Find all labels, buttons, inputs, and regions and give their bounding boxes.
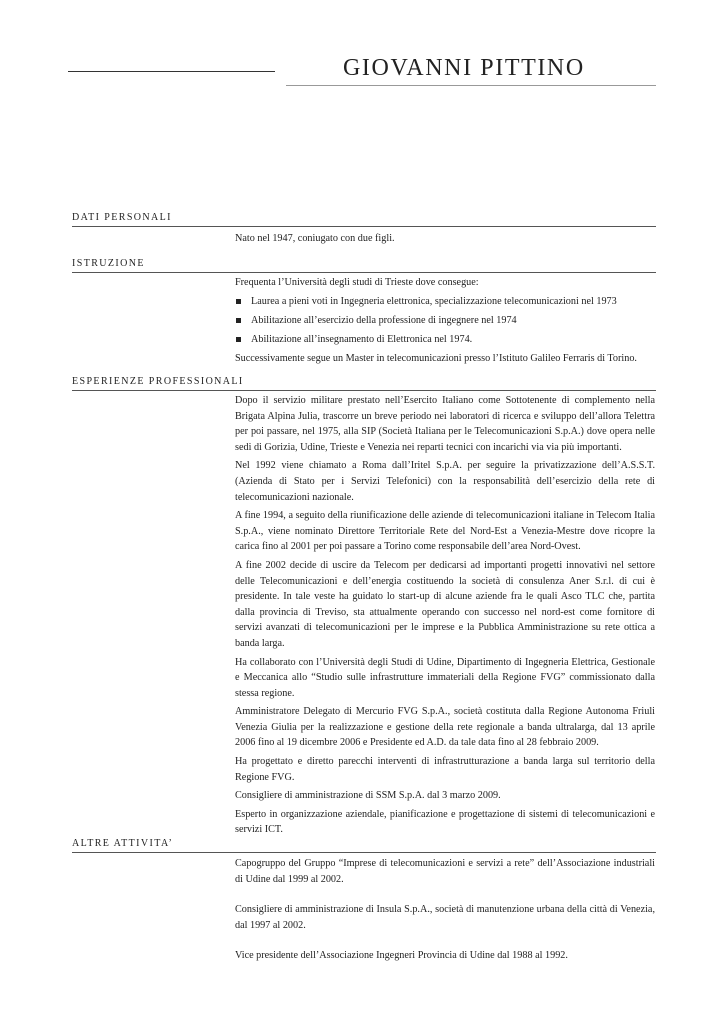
- section-esperienze: [235, 393, 655, 838]
- experience-paragraph: Ha progettato e diretto parecchi interventi di infrastrutturazione a banda larga sul territorio della Regione FVG.: [235, 756, 655, 783]
- experience-paragraph: A fine 2002 decide di uscire da Telecom per dedicarsi ad importanti progetti innovativi nel settore delle Telecomunicazioni e dell’energia costituendo la società di consulenza Aner S.r.l. di cui è presidente. In tale veste ha guidato lo start-up di alcune aziende fra le quali Asco TLC che, partita dalla provincia di Treviso, sta attualmente operando con successo nel nord-est come fornitore di servizi avanzati di telecomunicazioni per le imprese e la Pubblica Amministrazione su rete ottica a banda larga.: [235, 559, 655, 649]
- activity-paragraph: Capogruppo del Gruppo “Imprese di telecomunicazioni e servizi a rete” dell’Associazione industriali di Udine dal 1999 al 2002.: [235, 858, 655, 885]
- list-item: Abilitazione all’insegnamento di Elettronica nel 1974.: [235, 332, 655, 348]
- experience-paragraph: Consigliere di amministrazione di SSM S.p.A. dal 3 marzo 2009.: [235, 790, 501, 802]
- education-outro: Successivamente segue un Master in telecomunicazioni presso l’Istituto Galileo Ferraris di Torino.: [235, 353, 637, 365]
- section-altre-attivita: [235, 856, 655, 964]
- experience-paragraph: Ha collaborato con l’Università degli Studi di Udine, Dipartimento di Ingegneria Elettrica, Gestionale e Meccanica allo “Studio sulle infrastrutture immateriali della Regione FVG” commissionato dalla stessa regione.: [235, 656, 655, 699]
- experience-paragraph: A fine 1994, a seguito della riunificazione delle aziende di telecomunicazioni italiane in Telecom Italia S.p.A., viene nominato Direttore Territoriale Rete del Nord-Est a Venezia-Mestre dove ricopre la carica fino al 2001 per poi passare a Torino come responsabile dell’area Nord-Ovest.: [235, 510, 655, 553]
- bullet-square-icon: [236, 337, 241, 342]
- experience-paragraph: Amministratore Delegato di Mercurio FVG S.p.A., società costituta dalla Regione Autonoma Friuli Venezia Giulia per la realizzazione e gestione della rete regionale a banda ultralarga, dal 13 aprile 2006 fino al 19 dicembre 2006 e Presidente ed A.D. da tale data fino al 28 febbraio 2009.: [235, 706, 655, 749]
- section-istruzione: [235, 275, 655, 367]
- candidate-name: GIOVANNI PITTINO: [343, 55, 585, 81]
- section-heading-esperienze: ESPERIENZE PROFESSIONALI: [72, 376, 656, 391]
- education-intro: Frequenta l’Università degli studi di Trieste dove consegue:: [235, 277, 479, 288]
- list-item: Abilitazione all’esercizio della professione di ingegnere nel 1974: [235, 313, 655, 329]
- section-heading-istruzione: ISTRUZIONE: [72, 258, 656, 273]
- bullet-square-icon: [236, 299, 241, 304]
- activity-paragraph: Consigliere di amministrazione di Insula S.p.A., società di manutenzione urbana della città di Venezia, dal 1997 al 2002.: [235, 904, 655, 931]
- section-dati-personali: [235, 231, 655, 247]
- experience-paragraph: Dopo il servizio militare prestato nell’Esercito Italiano come Sottotenente di complemento nella Brigata Alpina Julia, trascorre un breve periodo nei laboratori di ricerca e sviluppo dell’allora Telettra per poi passare, nel 1975, alla SIP (Società Italiana per le Telecomunicazioni S.p.A.) dove opera nelle sedi di Gorizia, Udine, Trieste e Venezia nei reparti tecnici con incarichi via via più importanti.: [235, 395, 655, 453]
- personal-info-text: Nato nel 1947, coniugato con due figli.: [235, 233, 395, 244]
- list-item: Laurea a pieni voti in Ingegneria elettronica, specializzazione telecomunicazioni nel 1973: [235, 294, 655, 310]
- activity-paragraph: Vice presidente dell’Associazione Ingegneri Provincia di Udine dal 1988 al 1992.: [235, 950, 568, 962]
- experience-paragraph: Esperto in organizzazione aziendale, pianificazione e progettazione di sistemi di telecomunicazioni e servizi ICT.: [235, 808, 655, 836]
- section-heading-dati-personali: DATI PERSONALI: [72, 212, 656, 227]
- header-name-rule: [286, 85, 656, 86]
- experience-paragraph: Nel 1992 viene chiamato a Roma dall’Iritel S.p.A. per seguire la privatizzazione dell’A.S.S.T. (Azienda di Stato per i Servizi Telefonici) con la responsabilità dell’esercizio della rete di telecomunicazioni nazionale.: [235, 460, 655, 503]
- header-left-rule: [68, 71, 275, 72]
- section-heading-altre-attivita: ALTRE ATTIVITA’: [72, 838, 656, 853]
- education-list: [235, 294, 655, 348]
- bullet-square-icon: [236, 318, 241, 323]
